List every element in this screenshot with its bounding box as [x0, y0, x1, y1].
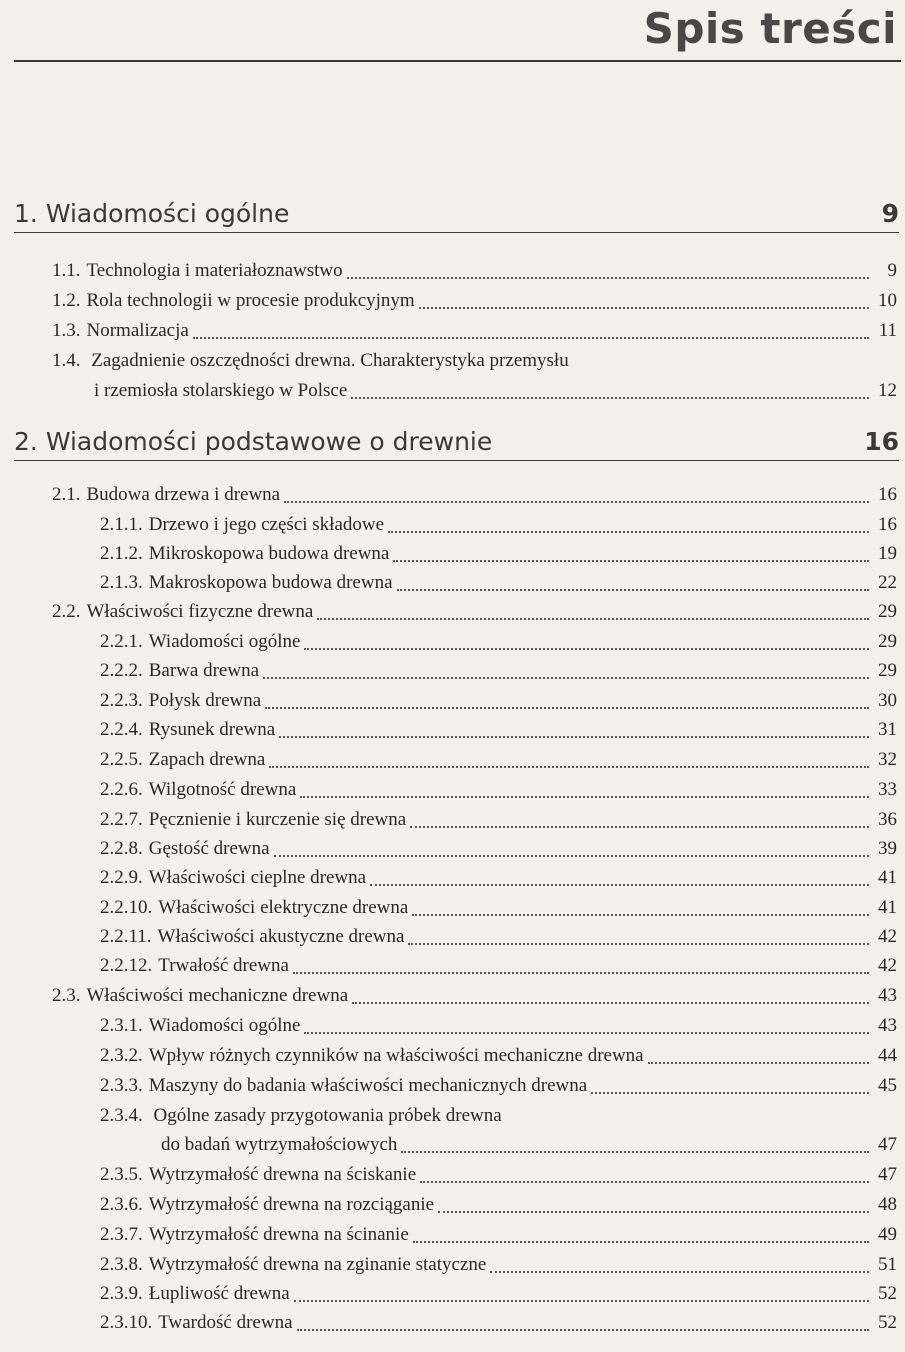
leader-dots: [413, 1241, 869, 1243]
entry-page: 29: [878, 631, 897, 652]
toc-entry[interactable]: [100, 923, 897, 951]
entry-page: 47: [878, 1164, 897, 1185]
leader-dots: [388, 531, 869, 533]
entry-number: 2.3.2.: [100, 1045, 143, 1066]
entry-number: 2.3.8.: [100, 1254, 143, 1275]
toc-entry[interactable]: [100, 657, 897, 685]
entry-number: 2.3.9.: [100, 1283, 143, 1304]
entry-number: 2.2.1.: [100, 631, 143, 652]
entry-title: Właściwości mechaniczne drewna: [86, 985, 349, 1006]
entry-page: 42: [878, 926, 897, 947]
toc-entry[interactable]: [100, 1012, 897, 1040]
entry-title-continued: i rzemiosła stolarskiego w Polsce: [94, 380, 348, 401]
toc-entry[interactable]: [100, 1251, 897, 1279]
entry-page: 36: [878, 809, 897, 830]
toc-entry-continuation[interactable]: [94, 377, 897, 405]
entry-title: Właściwości akustyczne drewna: [157, 926, 405, 947]
toc-entry-continuation[interactable]: [161, 1131, 897, 1159]
entry-title: Właściwości elektryczne drewna: [158, 897, 409, 918]
entry-number: 2.2.9.: [100, 867, 143, 888]
leader-dots: [294, 1300, 869, 1302]
leader-dots: [304, 648, 869, 650]
entry-number: 1.3.: [52, 320, 81, 341]
entry-page: 49: [878, 1224, 897, 1245]
leader-dots: [370, 884, 869, 886]
entry-title: Wytrzymałość drewna na ścinanie: [148, 1224, 409, 1245]
toc-entry[interactable]: [100, 835, 897, 863]
toc-entry[interactable]: [100, 511, 897, 539]
entry-number: 2.3.7.: [100, 1224, 143, 1245]
entry-number: 1.1.: [52, 260, 81, 281]
entry-number: 2.2.6.: [100, 779, 143, 800]
entry-number: 1.4.: [52, 350, 81, 371]
toc-entry[interactable]: [100, 628, 897, 656]
entry-number: 2.2.10.: [100, 897, 153, 918]
entry-page: 33: [878, 779, 897, 800]
leader-dots: [274, 855, 869, 857]
toc-entry-first-line[interactable]: [52, 347, 569, 375]
entry-number: 2.2.11.: [100, 926, 152, 947]
entry-title: Wytrzymałość drewna na rozciąganie: [148, 1194, 435, 1215]
entry-number: 2.3.3.: [100, 1075, 143, 1096]
leader-dots: [193, 337, 869, 339]
chapter-page: 9: [881, 199, 899, 228]
entry-title: Pęcznienie i kurczenie się drewna: [148, 809, 407, 830]
entry-page: 47: [878, 1134, 897, 1155]
entry-title: Wpływ różnych czynników na właściwości mechaniczne drewna: [148, 1045, 644, 1066]
entry-title: Wiadomości ogólne: [148, 631, 301, 652]
toc-entry[interactable]: [100, 1309, 897, 1337]
entry-page: 41: [878, 867, 897, 888]
entry-title: Barwa drewna: [148, 660, 260, 681]
entry-number: 2.1.2.: [100, 543, 143, 564]
toc-entry[interactable]: [100, 716, 897, 744]
leader-dots: [591, 1092, 869, 1094]
entry-title: Łupliwość drewna: [148, 1283, 290, 1304]
entry-number: 2.3.4.: [100, 1105, 143, 1126]
entry-number: 2.2.3.: [100, 690, 143, 711]
entry-title: Wytrzymałość drewna na zginanie statyczne: [148, 1254, 487, 1275]
entry-page: 10: [878, 290, 897, 311]
entry-title: Drzewo i jego części składowe: [148, 514, 385, 535]
entry-title: Gęstość drewna: [148, 838, 270, 859]
entry-number: 2.2.12.: [100, 955, 153, 976]
leader-dots: [263, 677, 869, 679]
entry-title: Wiadomości ogólne: [148, 1015, 301, 1036]
entry-number: 2.3.10.: [100, 1312, 153, 1333]
toc-entry[interactable]: [100, 894, 897, 922]
entry-title: Technologia i materiałoznawstwo: [86, 260, 343, 281]
entry-title: Maszyny do badania właściwości mechanicznych drewna: [148, 1075, 588, 1096]
chapter-title: 1. Wiadomości ogólne: [14, 199, 290, 228]
entry-number: 2.2.: [52, 601, 81, 622]
leader-dots: [401, 1151, 869, 1153]
toc-entry[interactable]: [100, 776, 897, 804]
entry-page: 43: [878, 1015, 897, 1036]
entry-number: 2.2.5.: [100, 749, 143, 770]
toc-entry[interactable]: [52, 257, 897, 285]
toc-entry[interactable]: [100, 687, 897, 715]
entry-number: 2.2.2.: [100, 660, 143, 681]
entry-title: Właściwości fizyczne drewna: [86, 601, 314, 622]
entry-page: 45: [878, 1075, 897, 1096]
leader-dots: [410, 826, 869, 828]
entry-number: 1.2.: [52, 290, 81, 311]
leader-dots: [420, 1181, 869, 1183]
entry-number: 2.3.1.: [100, 1015, 143, 1036]
toc-entry[interactable]: [52, 317, 897, 345]
entry-title: Makroskopowa budowa drewna: [148, 572, 393, 593]
entry-title: Zagadnienie oszczędności drewna. Charakterystyka przemysłu: [91, 350, 569, 371]
entry-page: 39: [878, 838, 897, 859]
entry-number: 2.2.4.: [100, 719, 143, 740]
entry-page: 29: [878, 660, 897, 681]
entry-number: 2.1.: [52, 484, 81, 505]
chapter-heading[interactable]: [14, 196, 899, 233]
entry-page: 42: [878, 955, 897, 976]
page-title: Spis treści: [643, 4, 897, 53]
leader-dots: [438, 1211, 869, 1213]
entry-title: Wilgotność drewna: [148, 779, 297, 800]
leader-dots: [347, 277, 869, 279]
chapter-title: 2. Wiadomości podstawowe o drewnie: [14, 427, 493, 456]
entry-page: 16: [878, 514, 897, 535]
entry-title: Ogólne zasady przygotowania próbek drewna: [153, 1105, 502, 1126]
entry-page: 11: [878, 320, 897, 341]
entry-page: 51: [878, 1254, 897, 1275]
toc-entry[interactable]: [52, 481, 897, 509]
leader-dots: [408, 943, 869, 945]
entry-number: 2.3.5.: [100, 1164, 143, 1185]
entry-page: 52: [878, 1283, 897, 1304]
leader-dots: [648, 1062, 869, 1064]
entry-page: 52: [878, 1312, 897, 1333]
leader-dots: [397, 589, 869, 591]
toc-entry[interactable]: [52, 287, 897, 315]
entry-page: 43: [878, 985, 897, 1006]
leader-dots: [351, 397, 869, 399]
leader-dots: [304, 1032, 869, 1034]
entry-page: 44: [878, 1045, 897, 1066]
entry-page: 16: [878, 484, 897, 505]
entry-page: 30: [878, 690, 897, 711]
toc-entry[interactable]: [100, 1072, 897, 1100]
leader-dots: [269, 766, 869, 768]
entry-page: 29: [878, 601, 897, 622]
entry-title: Twardość drewna: [158, 1312, 293, 1333]
toc-entry[interactable]: [100, 569, 897, 597]
toc-entry[interactable]: [52, 982, 897, 1010]
leader-dots: [419, 307, 869, 309]
toc-entry[interactable]: [100, 1221, 897, 1249]
entry-page: 32: [878, 749, 897, 770]
entry-number: 2.3.6.: [100, 1194, 143, 1215]
entry-title: Wytrzymałość drewna na ściskanie: [148, 1164, 417, 1185]
entry-title: Budowa drzewa i drewna: [86, 484, 281, 505]
title-rule: [14, 60, 901, 62]
leader-dots: [293, 972, 869, 974]
entry-number: 2.1.3.: [100, 572, 143, 593]
entry-number: 2.1.1.: [100, 514, 143, 535]
toc-entry[interactable]: [100, 952, 897, 980]
entry-title: Mikroskopowa budowa drewna: [148, 543, 390, 564]
entry-number: 2.3.: [52, 985, 81, 1006]
entry-number: 2.2.8.: [100, 838, 143, 859]
chapter-heading[interactable]: [14, 424, 899, 461]
leader-dots: [412, 914, 869, 916]
toc-entry[interactable]: [100, 806, 897, 834]
leader-dots: [284, 501, 869, 503]
chapter-page: 16: [864, 427, 899, 456]
toc-entry-first-line[interactable]: [100, 1102, 502, 1130]
entry-page: 12: [878, 380, 897, 401]
leader-dots: [279, 736, 869, 738]
entry-page: 22: [878, 572, 897, 593]
entry-page: 9: [887, 260, 897, 281]
entry-page: 31: [878, 719, 897, 740]
leader-dots: [300, 796, 869, 798]
entry-title: Rola technologii w procesie produkcyjnym: [86, 290, 415, 311]
toc-entry[interactable]: [100, 1191, 897, 1219]
toc-entry[interactable]: [100, 746, 897, 774]
leader-dots: [297, 1329, 869, 1331]
entry-title: Normalizacja: [86, 320, 189, 341]
toc-entry[interactable]: [100, 864, 897, 892]
entry-page: 41: [878, 897, 897, 918]
leader-dots: [317, 618, 869, 620]
entry-title: Połysk drewna: [148, 690, 262, 711]
entry-page: 19: [878, 543, 897, 564]
toc-entry[interactable]: [100, 1161, 897, 1189]
entry-title: Właściwości cieplne drewna: [148, 867, 367, 888]
leader-dots: [352, 1002, 869, 1004]
toc-entry[interactable]: [100, 1280, 897, 1308]
leader-dots: [490, 1271, 869, 1273]
toc-entry[interactable]: [100, 1042, 897, 1070]
entry-number: 2.2.7.: [100, 809, 143, 830]
entry-title: Trwałość drewna: [158, 955, 289, 976]
toc-entry[interactable]: [100, 540, 897, 568]
toc-entry[interactable]: [52, 598, 897, 626]
entry-title: Zapach drewna: [148, 749, 266, 770]
entry-title-continued: do badań wytrzymałościowych: [161, 1134, 398, 1155]
leader-dots: [265, 707, 869, 709]
leader-dots: [393, 560, 869, 562]
entry-title: Rysunek drewna: [148, 719, 276, 740]
entry-page: 48: [878, 1194, 897, 1215]
